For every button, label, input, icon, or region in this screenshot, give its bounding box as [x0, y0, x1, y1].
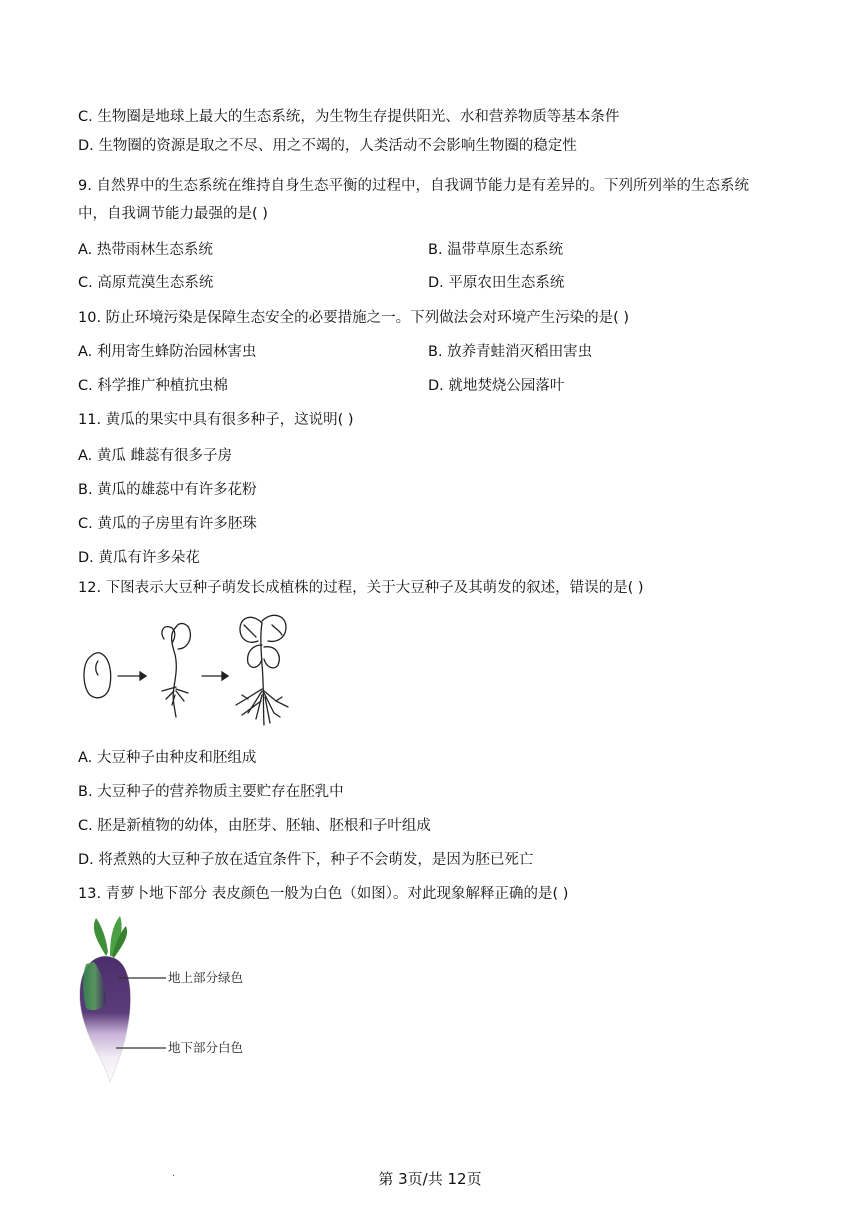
q12-stem: 12. 下图表示大豆种子萌发长成植株的过程，关于大豆种子及其萌发的叙述，错误的是( ) — [78, 580, 644, 596]
q11-option-c: C. 黄瓜的子房里有许多胚珠 — [78, 516, 257, 532]
q9-stem-line2: 中，自我调节能力最强的是( ) — [78, 206, 268, 222]
q9-option-b: B. 温带草原生态系统 — [428, 242, 564, 258]
label-below-ground-white: 地下部分白色 — [168, 1040, 244, 1055]
q12-option-d: D. 将煮熟的大豆种子放在适宜条件下，种子不会萌发，是因为胚已死亡 — [78, 852, 534, 868]
soybean-germination-figure — [76, 605, 312, 735]
q13-stem: 13. 青萝卜地下部分 表皮颜色一般为白色（如图）。对此现象解释正确的是( ) — [78, 886, 569, 902]
q10-option-a: A. 利用寄生蜂防治园林害虫 — [78, 344, 257, 360]
radish-figure — [76, 912, 266, 1084]
q12-option-b: B. 大豆种子的营养物质主要贮存在胚乳中 — [78, 784, 344, 800]
footer-dot: . — [172, 1168, 176, 1179]
q8-option-d: D. 生物圈的资源是取之不尽、用之不竭的，人类活动不会影响生物圈的稳定性 — [78, 138, 577, 154]
q12-option-c: C. 胚是新植物的幼体，由胚芽、胚轴、胚根和子叶组成 — [78, 818, 431, 834]
q11-option-d: D. 黄瓜有许多朵花 — [78, 550, 200, 566]
q9-option-d: D. 平原农田生态系统 — [428, 275, 565, 291]
q8-option-c: C. 生物圈是地球上最大的生态系统，为生物生存提供阳光、水和营养物质等基本条件 — [78, 109, 620, 125]
q9-stem-line1: 9. 自然界中的生态系统在维持自身生态平衡的过程中，自我调节能力是有差异的。下列所列举的生态系统 — [78, 178, 749, 194]
q10-stem: 10. 防止环境污染是保障生态安全的必要措施之一。下列做法会对环境产生污染的是( ) — [78, 310, 630, 326]
q9-option-a: A. 热带雨林生态系统 — [78, 242, 213, 258]
q12-option-a: A. 大豆种子由种皮和胚组成 — [78, 750, 257, 766]
page-number: 第 3页/共 12页 — [378, 1170, 482, 1188]
q10-option-c: C. 科学推广种植抗虫棉 — [78, 378, 228, 394]
q11-option-b: B. 黄瓜的雄蕊中有许多花粉 — [78, 482, 257, 498]
q11-stem: 11. 黄瓜的果实中具有很多种子，这说明( ) — [78, 412, 354, 428]
q10-option-b: B. 放养青蛙消灭稻田害虫 — [428, 344, 593, 360]
q9-option-c: C. 高原荒漠生态系统 — [78, 275, 214, 291]
q10-option-d: D. 就地焚烧公园落叶 — [428, 378, 565, 394]
label-above-ground-green: 地上部分绿色 — [168, 970, 244, 985]
q11-option-a: A. 黄瓜 雌蕊有很多子房 — [78, 448, 232, 464]
